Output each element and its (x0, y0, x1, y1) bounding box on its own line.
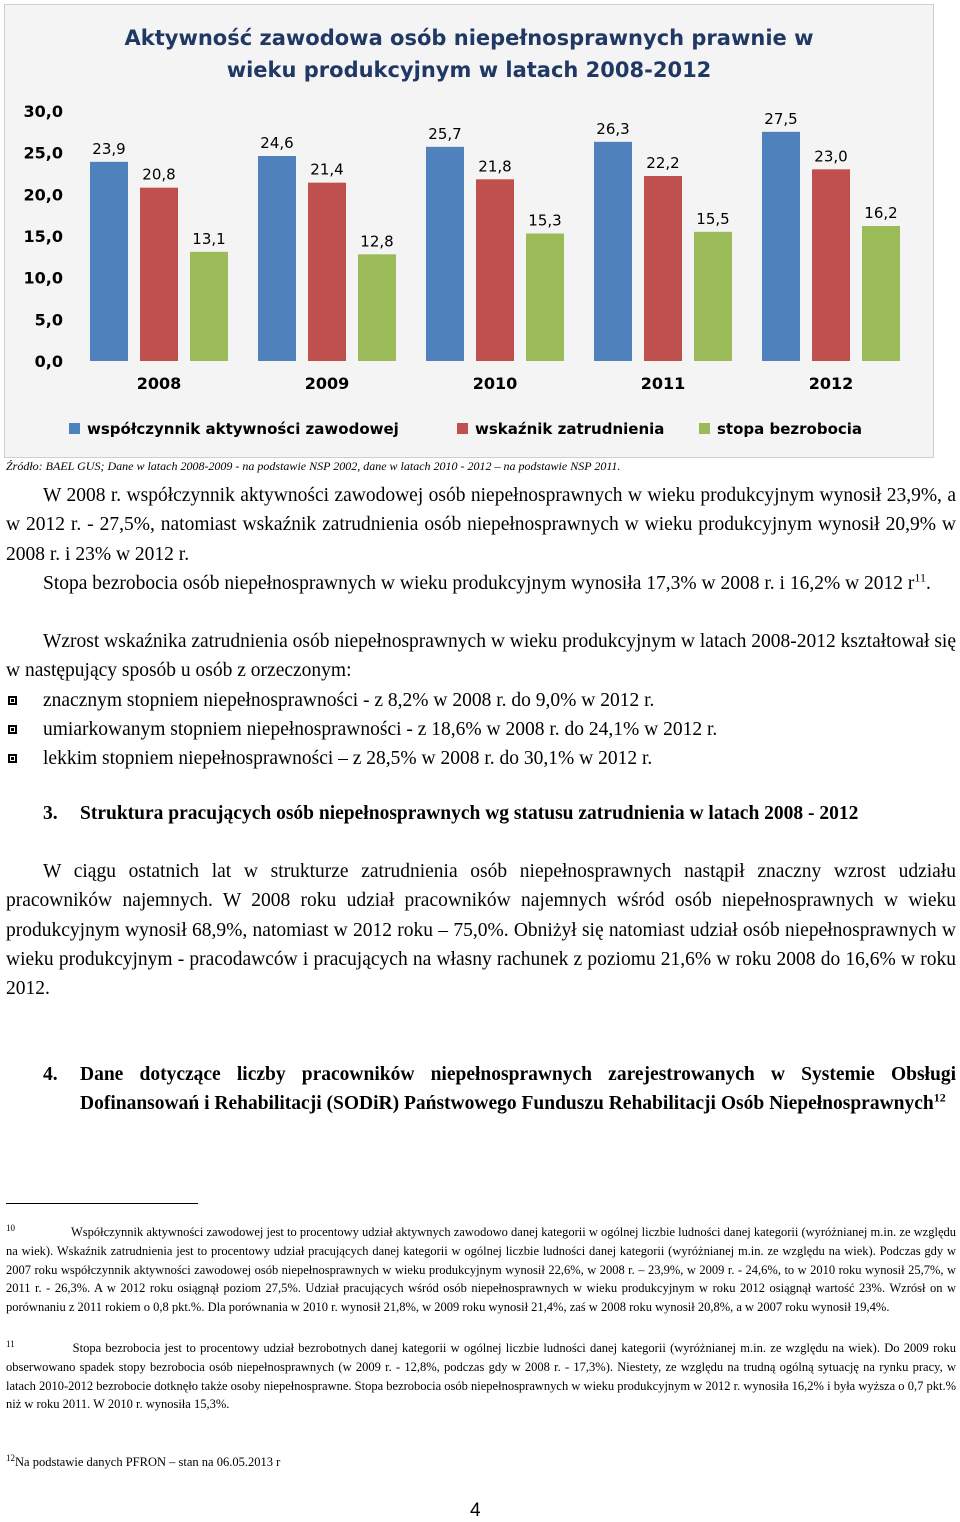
y-tick-label: 30,0 (23, 102, 63, 121)
paragraph-unemployment-end: . (925, 573, 931, 594)
x-tick-label: 2008 (136, 374, 182, 393)
section-4-number: 4. (43, 1064, 58, 1085)
section-3-title: Struktura pracujących osób niepełnosprawnych wg statusu zatrudnienia w latach 2008 - 2012 (80, 803, 859, 824)
bar (140, 188, 178, 361)
legend-swatch (457, 423, 468, 434)
bar (594, 142, 632, 361)
square-bullet-icon (8, 725, 17, 734)
x-tick-label: 2010 (472, 374, 518, 393)
section-3-body: W ciągu ostatnich lat w strukturze zatrudnienia osób niepełnosprawnych nastąpił znaczny wzrost udziału pracowników najemnych. W 2008 roku udział pracowników najemnych wśród osób niepełnosprawnych w wieku produkcyjnym wynosił 68,9%, natomiast w 2012 roku – 75,0%. Obniżył się natomiast udział osób niepełnosprawnych w wieku produkcyjnym - pracodawców i pracujących na własny rachunek z poziomu 21,6% w roku 2008 do 16,6% w roku 2012. (6, 861, 956, 1000)
section-4-title (80, 1060, 956, 1119)
bar (694, 232, 732, 361)
bar (762, 132, 800, 361)
paragraph-unemployment-text: Stopa bezrobocia osób niepełnosprawnych w wieku produkcyjnym wynosiła 17,3% w 2008 r. i 16,2% w 2012 r (43, 573, 915, 594)
data-label: 21,8 (478, 157, 512, 176)
list-item-text: lekkim stopniem niepełnosprawności – z 28,5% w 2008 r. do 30,1% w 2012 r. (43, 748, 653, 769)
legend-swatch (699, 423, 710, 434)
data-label: 21,4 (310, 160, 344, 179)
page-number: 4 (470, 1500, 481, 1521)
list-item-text: znacznym stopniem niepełnosprawności - z 8,2% w 2008 r. do 9,0% w 2012 r. (43, 690, 655, 711)
data-label: 13,1 (192, 229, 226, 248)
data-label: 23,9 (92, 139, 126, 158)
data-label: 26,3 (596, 119, 630, 138)
square-bullet-icon (8, 754, 17, 763)
footnote-12 (6, 1453, 956, 1472)
bar (812, 169, 850, 361)
data-label: 12,8 (360, 232, 394, 251)
bar (308, 183, 346, 361)
paragraph-employment-growth: Wzrost wskaźnika zatrudnienia osób niepełnosprawnych w wieku produkcyjnym w latach 2008-2012 kształtował się w następujący sposób u osób z orzeczonym: (6, 631, 957, 682)
footnote-10 (6, 1223, 956, 1317)
list-item-text: umiarkowanym stopniem niepełnosprawności - z 18,6% w 2008 r. do 24,1% w 2012 r. (43, 719, 718, 740)
legend-swatch (69, 423, 80, 434)
bar (644, 176, 682, 361)
x-tick-label: 2009 (304, 374, 350, 393)
bar-chart (5, 5, 933, 457)
data-label: 23,0 (814, 147, 848, 166)
data-label: 24,6 (260, 134, 294, 152)
x-tick-label: 2011 (640, 374, 686, 393)
y-tick-label: 15,0 (23, 227, 63, 246)
y-tick-label: 20,0 (23, 185, 63, 205)
bar (426, 147, 464, 361)
legend-label: współczynnik aktywności zawodowej (87, 420, 399, 438)
section-3-heading (43, 799, 956, 828)
chart-source-note: Źródło: BAEL GUS; Dane w latach 2008-2009 - na podstawie NSP 2002, dane w latach 2010 - 2012 – na podstawie NSP 2011. (6, 459, 621, 473)
bar (190, 252, 228, 361)
footnote-11-mark: 11 (6, 1338, 15, 1349)
square-bullet-icon (8, 696, 17, 705)
footnote-12-text: Na podstawie danych PFRON – stan na 06.05.2013 r (15, 1455, 281, 1469)
data-label: 20,8 (142, 165, 176, 184)
footnote-10-mark: 10 (6, 1222, 15, 1233)
disability-degree-list (6, 686, 956, 773)
bar (526, 234, 564, 362)
footnote-ref-12[interactable]: 12 (933, 1090, 946, 1105)
footnote-10-text: Współczynnik aktywności zawodowej jest to procentowy udział aktywnych zawodowo danej kategorii w ogólnej liczbie ludności danej kategorii (wyróżnianej m.in. ze względu na wiek). Wskaźnik zatrudnienia jest to procentowy udział pracujących danej kategorii w ogólnej liczbie ludności danej kategorii (wyróżnianej m.in. ze względu na wiek). Podczas gdy w 2007 roku współczynnik aktywności zawodowej osób niepełnosprawnych w wieku produkcyjnym wynosił 22,6%, w 2008 r. – 23,9%, w 2009 r. - 24,6%, to w 2010 roku wynosił 25,7%, w 2011 r. - 26,3%. A w 2012 roku osiągnął poziom 27,5%. Udział pracujących wśród osób niepełnosprawnych w wieku produkcyjnym w roku 2012 osiągnął wartość 23%. Wzrósł on w porównaniu z 2011 rokiem o 0,8 pkt.%. Dla porównania w 2010 r. wynosił 21,8%, w 2009 roku wynosił 21,4%, zaś w 2008 roku wynosił 20,8%, a w 2007 roku wynosił 19,4%. (6, 1225, 956, 1315)
list-item (6, 715, 956, 744)
section-4-title-text: Dane dotyczące liczby pracowników niepełnosprawnych zarejestrowanych w Systemie Obsługi Dofinansowań i Rehabilitacji (SODiR) Państwowego Funduszu Rehabilitacji Osób Niepełnosprawnych (80, 1064, 956, 1115)
list-item (6, 744, 956, 773)
legend-label: stopa bezrobocia (717, 420, 863, 438)
section-3-number: 3. (43, 803, 58, 824)
y-tick-label: 5,0 (34, 310, 63, 330)
footnote-11 (6, 1339, 956, 1414)
data-label: 16,2 (864, 204, 898, 222)
footnote-ref-11[interactable]: 11 (914, 570, 926, 585)
list-item (6, 686, 956, 715)
bar (358, 254, 396, 361)
y-tick-label: 10,0 (23, 268, 63, 288)
paragraph-activity-rates: W 2008 r. współczynnik aktywności zawodowej osób niepełnosprawnych w wieku produkcyjnym wynosił 23,9%, a w 2012 r. - 27,5%, natomiast wskaźnik zatrudnienia osób niepełnosprawnych w wieku produkcyjnym wynosił 20,9% w 2008 r. i 23% w 2012 r. (6, 485, 956, 565)
chart-title-line1: Aktywność zawodowa osób niepełnosprawnych prawnie w (124, 26, 814, 50)
data-label: 22,2 (646, 154, 680, 172)
footnote-11-text: Stopa bezrobocia jest to procentowy udział bezrobotnych danej kategorii w ogólnej liczbie ludności danej kategorii (wyróżnianej m.in. ze względu na wiek). Do 2009 roku obserwowano spadek stopy bezrobocia osób niepełnosprawnych (w 2009 r. - 12,8%, podczas gdy w 2008 r. - 17,3%). Niestety, ze względu na trudną ogólną sytuację na rynku pracy, w latach 2010-2012 bezrobocie dotknęło także osoby niepełnosprawne. Stopa bezrobocia osób niepełnosprawnych w wieku produkcyjnym w 2012 r. wynosiła 16,2% i była wyższa o 0,7 pkt.% niż w roku 2011. W 2010 r. wynosiła 15,3%. (6, 1341, 956, 1412)
data-label: 27,5 (764, 109, 798, 128)
data-label: 25,7 (428, 124, 462, 143)
footnote-12-mark: 12 (6, 1452, 15, 1463)
footnote-separator (6, 1203, 198, 1204)
y-tick-label: 25,0 (23, 143, 63, 163)
bar (862, 226, 900, 361)
data-label: 15,3 (528, 211, 562, 230)
legend-label: wskaźnik zatrudnienia (475, 420, 665, 438)
x-tick-label: 2012 (808, 374, 854, 393)
chart-figure (4, 4, 934, 458)
bar (90, 162, 128, 361)
paragraph-unemployment-rate (6, 569, 956, 598)
section-4-heading (43, 1060, 956, 1119)
bar (476, 179, 514, 361)
chart-title-line2: wieku produkcyjnym w latach 2008-2012 (226, 58, 712, 82)
bar (258, 156, 296, 361)
y-tick-label: 0,0 (34, 352, 63, 371)
data-label: 15,5 (696, 209, 730, 228)
